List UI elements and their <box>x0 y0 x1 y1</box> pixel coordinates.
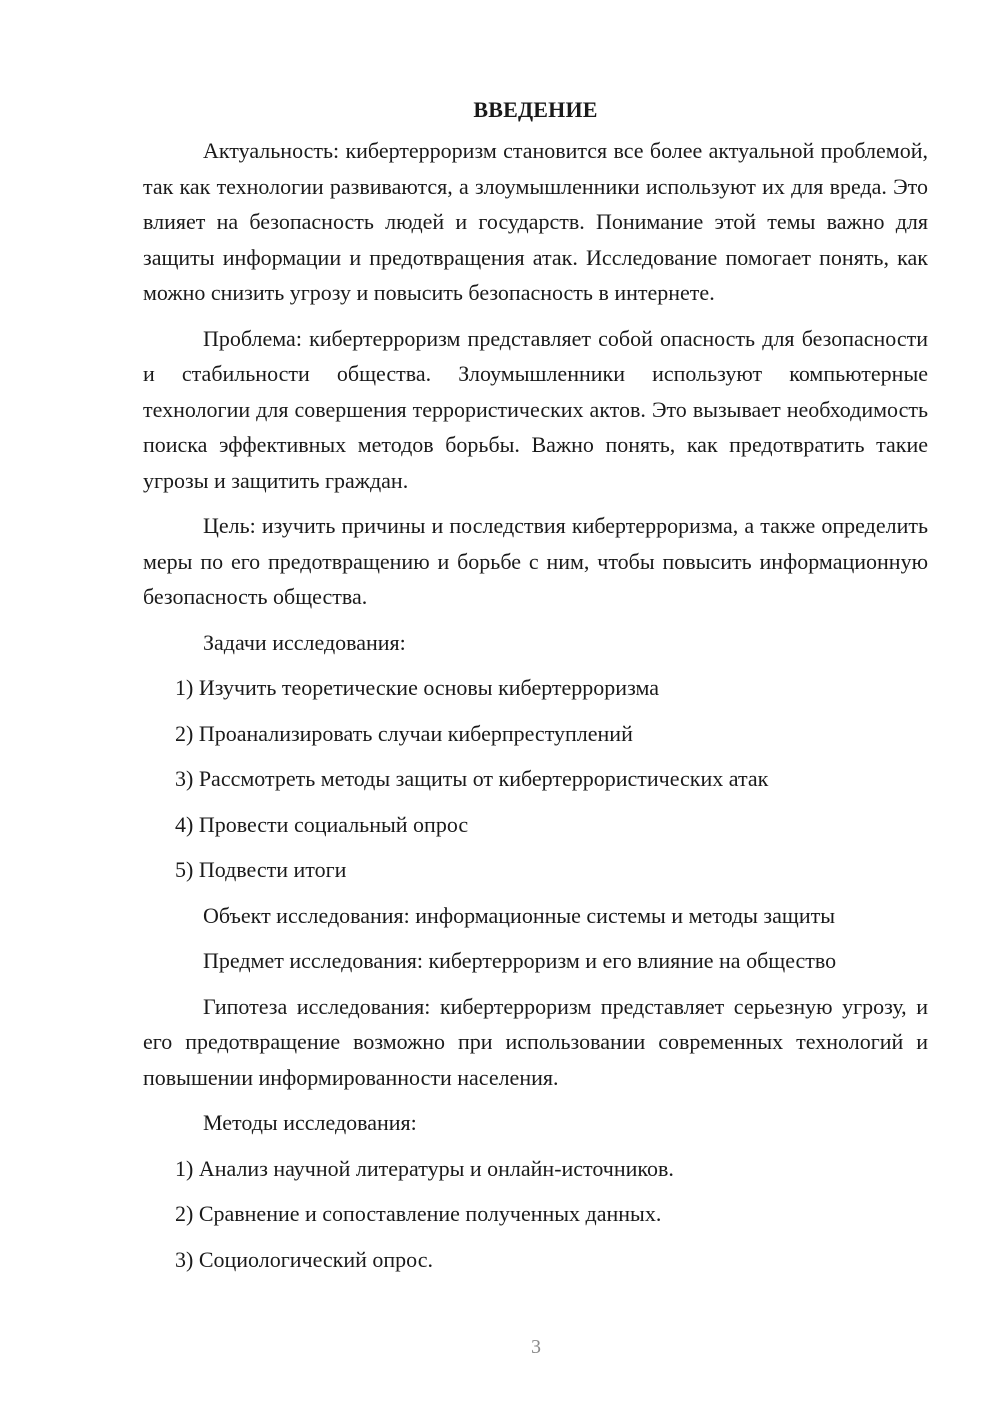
research-object: Объект исследования: информационные системы и методы защиты <box>203 902 835 928</box>
methods-heading: Методы исследования: <box>203 1110 417 1135</box>
task-item: 3) Рассмотреть методы защиты от кибертеррористических атак <box>175 766 769 791</box>
method-item: 1) Анализ научной литературы и онлайн-источников. <box>175 1155 674 1181</box>
task-item: 5) Подвести итоги <box>175 857 347 882</box>
tasks-heading: Задачи исследования: <box>203 629 406 655</box>
task-item: 1) Изучить теоретические основы кибертерроризма <box>175 675 659 700</box>
paragraph-goal: Цель: изучить причины и последствия кибертерроризма, а также определить меры по его предотвращению и борьбе с ним, чтобы повысить информационную безопасность общества. <box>143 513 928 609</box>
research-subject: Предмет исследования: кибертерроризм и его влияние на общество <box>203 948 837 973</box>
paragraph-problem: Проблема: кибертерроризм представляет собой опасность для безопасности и стабильности общества. Злоумышленники используют компьютерные технологии для совершения террористических актов. Это вызывает необходимость поиска эффективных методов борьбы. Важно понять, как предотвратить такие угрозы и защитить граждан. <box>143 325 928 493</box>
method-item: 3) Социологический опрос. <box>175 1246 433 1272</box>
task-item: 2) Проанализировать случаи киберпреступлений <box>175 720 633 746</box>
page-title: ВВЕДЕНИЕ <box>473 97 598 122</box>
task-item: 4) Провести социальный опрос <box>175 811 469 837</box>
page-content <box>143 92 928 1287</box>
paragraph-hypothesis: Гипотеза исследования: кибертерроризм представляет серьезную угрозу, и его предотвращение возможно при использовании современных технологий и повышении информированности населения. <box>143 993 928 1090</box>
method-item: 2) Сравнение и сопоставление полученных данных. <box>175 1201 662 1226</box>
paragraph-relevance: Актуальность: кибертерроризм становится все более актуальной проблемой, так как технологии развиваются, а злоумышленники используют их для вреда. Это влияет на безопасность людей и государств. Понимание этой темы важно для защиты информации и предотвращения атак. Исследование помогает понять, как можно снизить угрозу и повысить безопасность в интернете. <box>143 138 928 305</box>
page-number: 3 <box>531 1336 541 1358</box>
